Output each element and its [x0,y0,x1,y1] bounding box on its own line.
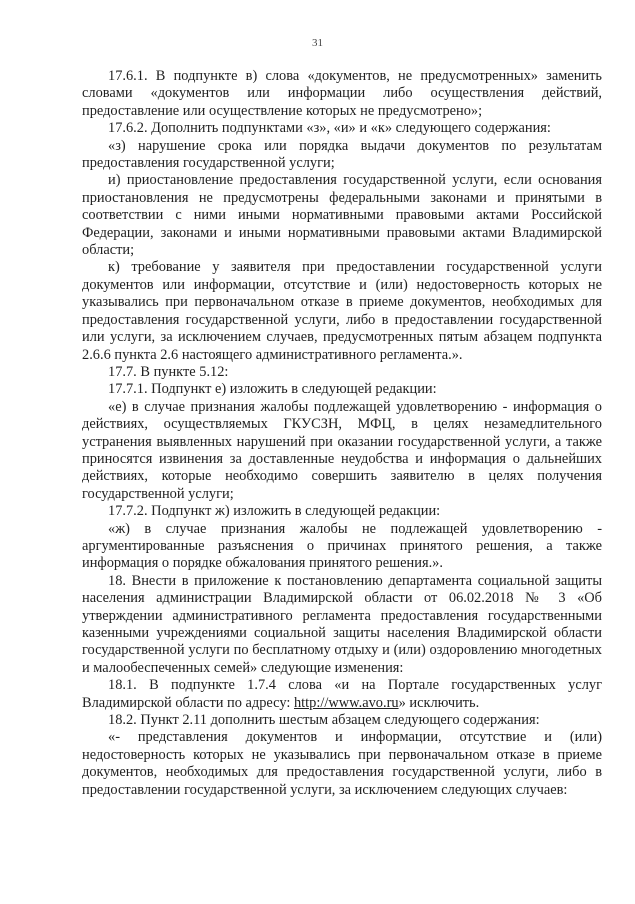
paragraph-17-7-2: 17.7.2. Подпункт ж) изложить в следующей редакции: [108,503,441,520]
paragraph-representation: «- представления документов и информации, отсутствие и (или) недостоверность которых не указывались при первоначальном отказе в приеме документов, необходимых для предоставления государственной услуги, либо в предоставлении государственной услуги, за исключением следующих случаев: [82,729,602,798]
paragraph-17-7-1: 17.7.1. Подпункт е) изложить в следующей редакции: [108,381,437,398]
paragraph-k: к) требование у заявителя при предоставлении государственной услуги документов или информации, отсутствие и (или) недостоверность которых не указывались при первоначальном отказе в приеме документов, необходимых для предоставления государственной услуги, либо в предоставлении государственной или услуги, за исключением случаев, предусмотренных пятым абзацем подпункта 2.6.6 пункта 2.6 настоящего административного регламента.». [82,259,602,363]
paragraph-e: «е) в случае признания жалобы подлежащей удовлетворению - информация о действиях, осуществляемых ГКУСЗН, МФЦ, в целях незамедлительного устранения выявленных нарушений при оказании государственной услуги, а также приносятся извинения за доставленные неудобства и информация о дальнейших действиях, которые необходимо совершить заявителю в целях получения государственной услуги; [82,398,602,502]
page-number: 31 [312,37,323,49]
paragraph-18-1 [82,677,602,712]
paragraph-18-1-after: » исключить. [398,694,480,711]
document-body [82,68,602,799]
paragraph-i: и) приостановление предоставления государственной услуги, если основания приостановления не предусмотрены федеральными законами и принятыми в соответствии с ними иными нормативными правовыми актами Российской Федерации, законами и иными нормативными правовыми актами Владимирской области; [82,172,602,259]
paragraph-17-6-1: 17.6.1. В подпункте в) слова «документов, не предусмотренных» заменить словами «документов или информации либо осуществления действий, предоставление или осуществление которых не предусмотрено»; [82,68,602,119]
paragraph-18-2: 18.2. Пункт 2.11 дополнить шестым абзацем следующего содержания: [108,712,540,729]
paragraph-z: «з) нарушение срока или порядка выдачи документов по результатам предоставления государственной услуги; [82,137,602,172]
avo-link[interactable]: http://www.avo.ru [293,694,399,711]
paragraph-18: 18. Внести в приложение к постановлению департамента социальной защиты населения администрации Владимирской области от 06.02.2018 № 3 «Об утверждении административного регламента предоставления государственными казенными учреждениями социальной защиты населения Владимирской области государственной услуги по бесплатному отдыху и (или) оздоровлению многодетных и малообеспеченных семей» следующие изменения: [82,572,602,676]
paragraph-18-1-before: 18.1. В подпункте 1.7.4 слова «и на Портале государственных услуг Владимирской области по адресу: [82,677,602,711]
paragraph-zh: «ж) в случае признания жалобы не подлежащей удовлетворению - аргументированные разъяснения о причинах принятого решения, а также информация о порядке обжалования принятого решения.». [82,520,602,572]
paragraph-17-6-2: 17.6.2. Дополнить подпунктами «з», «и» и «к» следующего содержания: [108,120,551,137]
paragraph-17-7: 17.7. В пункте 5.12: [108,363,229,380]
